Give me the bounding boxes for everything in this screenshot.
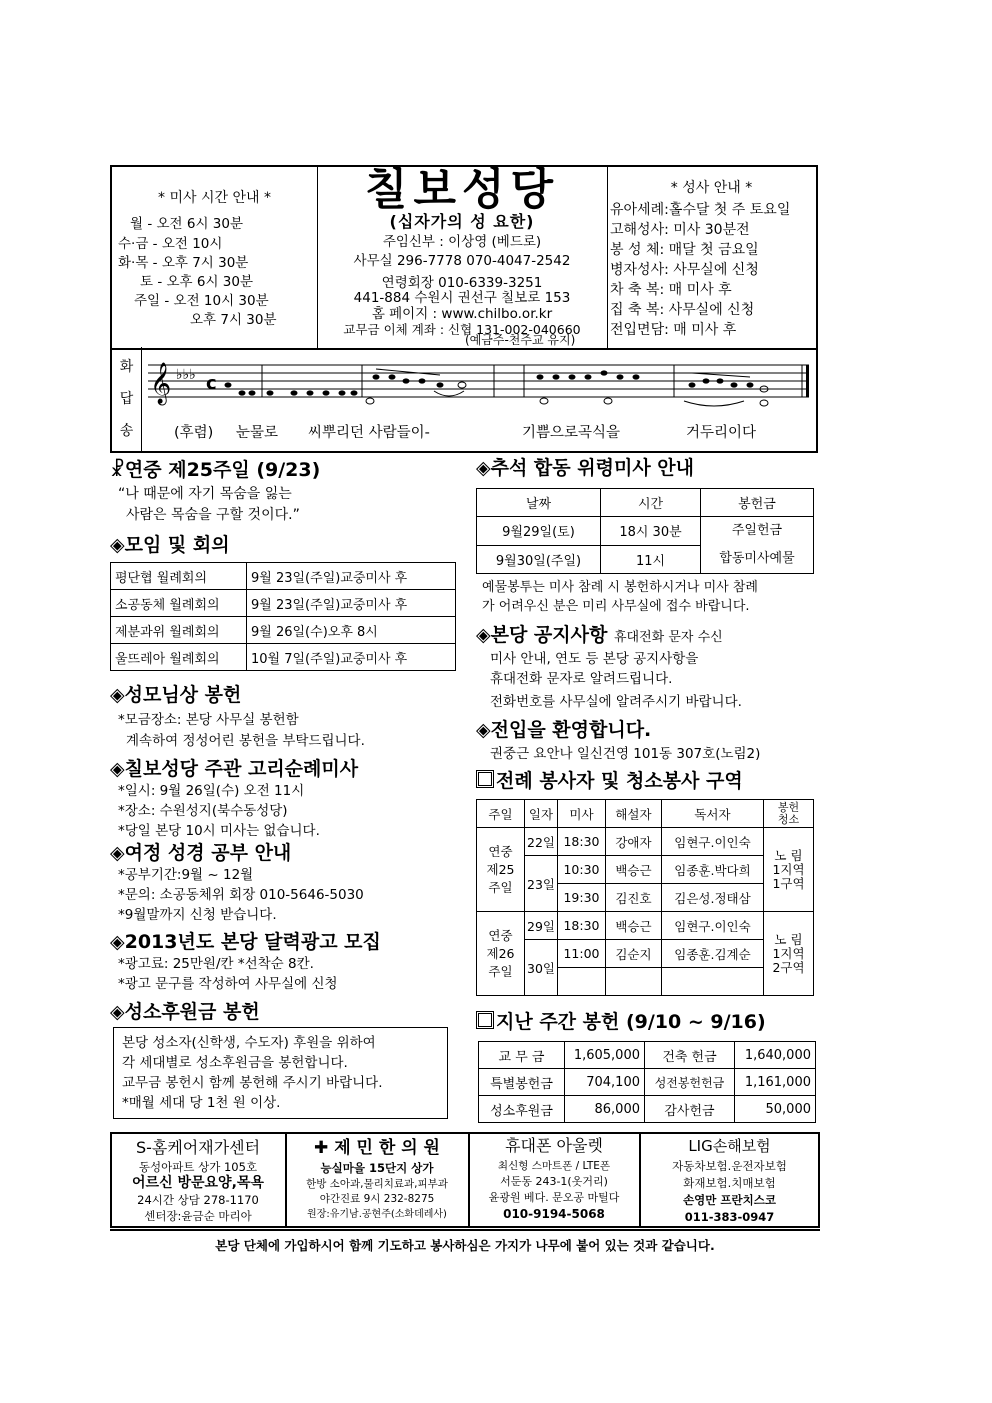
notice-title-text: ◈본당 공지사항	[476, 624, 608, 646]
service-reader	[661, 968, 763, 996]
chuseok-date: 9월30일(주일)	[477, 545, 601, 574]
service-cleaning: 노 림 1지역 1구역	[763, 828, 813, 912]
chuseok-date: 9월29일(토)	[477, 517, 601, 546]
ad-line: 야간진료 9시 232-8275	[319, 1193, 435, 1205]
service-table	[476, 799, 814, 996]
service-reader: 임종훈.박다희	[661, 856, 763, 884]
psalm-label-char: 화	[119, 359, 134, 375]
footer-rule	[110, 1229, 820, 1231]
meeting-time: 9월 23일(주일)교중미사 후	[247, 563, 456, 590]
svg-text:♭♭♭: ♭♭♭	[176, 367, 196, 383]
col-header: 독서자	[661, 800, 763, 828]
welcome-title: ◈전입을 환영합니다.	[476, 719, 652, 741]
offering-table	[478, 1041, 816, 1123]
chuseok-note: 가 어려우신 분은 미리 사무실에 접수 바랍니다.	[482, 599, 750, 614]
svg-text:c: c	[206, 373, 217, 394]
table-row	[479, 1042, 816, 1069]
service-cleaning: 노 림 1지역 2구역	[763, 912, 813, 996]
service-mass: 18:30	[557, 912, 605, 940]
psalm-label	[112, 347, 142, 451]
service-commentator: 김순지	[605, 940, 661, 968]
ad-title: 휴대폰 아울렛	[505, 1136, 603, 1155]
service-mass: 19:30	[557, 884, 605, 912]
council-tel: 연령회장 010-6339-3251	[381, 275, 543, 291]
psalm-lyric: (후렴)	[174, 425, 214, 441]
ad-clinic	[287, 1134, 467, 1226]
sacrament-3: 병자성사: 사무실에 신청	[610, 262, 759, 278]
mass-time-1: 수·금 - 오전 10시	[118, 236, 223, 252]
psalm-lyric: 씨뿌리던 사람들이-	[308, 425, 430, 441]
notice-line: 휴대전화 문자로 알려드립니다.	[490, 671, 673, 687]
ad-title: LIG손해보험	[688, 1137, 771, 1155]
offering-label: 건축 헌금	[645, 1042, 735, 1069]
pilgrimage-line: *일시: 9월 26일(수) 오전 11시	[118, 783, 305, 799]
vocation-line: 각 세대별로 성소후원금을 봉헌합니다.	[122, 1055, 348, 1071]
service-day: 29일	[525, 912, 558, 940]
service-day: 30일	[525, 940, 558, 996]
service-mass: 11:00	[557, 940, 605, 968]
mass-time-2: 화·목 - 오후 7시 30분	[118, 255, 249, 271]
bible-study-title: ◈여정 성경 공부 안내	[110, 842, 292, 864]
service-reader: 임현구.이인숙	[661, 912, 763, 940]
col-header: 날짜	[477, 489, 601, 517]
address: 441-884 수원시 권선구 칠보로 153	[353, 290, 571, 306]
service-reader: 임현구.이인숙	[661, 828, 763, 856]
col-header: 주일	[477, 800, 525, 828]
offering-amount: 1,161,000	[735, 1069, 816, 1096]
ad-line: 센터장:윤금순 마리아	[144, 1209, 252, 1223]
parish-name: 칠보성당	[364, 164, 559, 215]
offering-label: 교 무 금	[479, 1042, 565, 1069]
footer-text: 본당 단체에 가입하시어 함께 기도하고 봉사하심은 가지가 나무에 붙어 있는 것과 같습니다.	[215, 1238, 715, 1253]
service-commentator: 백승근	[605, 856, 661, 884]
col-header: 봉헌 청소	[763, 800, 813, 828]
meeting-time: 10월 7일(주일)교중미사 후	[247, 644, 456, 671]
account: 교무금 이체 계좌 : 신협 131-002-040660	[343, 322, 581, 337]
meetings-title: ◈모임 및 회의	[110, 534, 230, 556]
ad-insurance	[641, 1134, 818, 1226]
ad-line: 능실마을 15단지 상가	[320, 1161, 434, 1175]
offering-amount: 1,605,000	[565, 1042, 645, 1069]
bible-study-line: *문의: 소공동체위 회장 010-5646-5030	[118, 887, 364, 903]
sacrament-2: 봉 성 체: 매달 첫 금요일	[610, 242, 759, 258]
vocation-line: 본당 성소자(신학생, 수도자) 후원을 위하여	[122, 1035, 376, 1051]
table-row	[479, 1096, 816, 1123]
offering-amount: 86,000	[565, 1096, 645, 1123]
meeting-name: 소공동체 월례회의	[111, 590, 247, 617]
ad-line: 윤광원 베다. 문오공 마틸다	[488, 1191, 620, 1204]
ad-line: 서둔동 243-1(옷거리)	[500, 1175, 608, 1188]
service-commentator: 강애자	[605, 828, 661, 856]
table-row	[479, 1069, 816, 1096]
chuseok-title: ◈추석 합동 위령미사 안내	[476, 457, 694, 479]
notice-subtitle: 휴대전화 문자 수신	[613, 630, 723, 645]
offering-title	[476, 1009, 766, 1035]
music-score-icon	[144, 351, 816, 421]
sacrament-6: 전입면담: 매 미사 후	[610, 322, 737, 338]
ad-line: 어르신 방문요양,목욕	[132, 1175, 264, 1191]
ad-title	[287, 1136, 467, 1160]
table-row	[111, 644, 456, 671]
ad-line: 원장:유기남.공현주(소화데레사)	[307, 1209, 447, 1220]
vocation-line: *매월 세대 당 1천 원 이상.	[122, 1095, 281, 1111]
header-box	[110, 165, 818, 350]
mass-time-0: 월 - 오전 6시 30분	[130, 216, 244, 232]
chi-rho-icon: ☧	[110, 459, 125, 481]
mass-time-4: 주일 - 오전 10시 30분	[134, 293, 269, 309]
vocation-box	[113, 1027, 448, 1119]
chuseok-note: 예물봉투는 미사 참례 시 봉헌하시거나 미사 참례	[482, 580, 758, 595]
sacraments-title: * 성사 안내 *	[670, 180, 753, 196]
chuseok-offering	[701, 517, 814, 574]
service-commentator: 백승근	[605, 912, 661, 940]
pilgrimage-line: *당일 본당 10시 미사는 없습니다.	[118, 823, 320, 839]
table-row	[111, 563, 456, 590]
service-week: 연중 제25 주일	[477, 828, 525, 912]
offering-amount: 1,640,000	[735, 1042, 816, 1069]
svg-text:𝄞: 𝄞	[150, 363, 172, 404]
meeting-time: 9월 26일(수)오후 8시	[247, 617, 456, 644]
chuseok-offering-line: 합동미사예물	[719, 551, 795, 566]
offering-label: 감사헌금	[645, 1096, 735, 1123]
offering-label: 성전봉헌헌금	[645, 1069, 735, 1096]
service-title	[476, 768, 743, 794]
notice-line: 전화번호를 사무실에 알려주시기 바랍니다.	[490, 694, 742, 710]
service-mass: 18:30	[557, 828, 605, 856]
service-day: 23일	[525, 856, 558, 912]
offering-amount: 704,100	[565, 1069, 645, 1096]
gospel-quote-line: 사람은 목숨을 구할 것이다.”	[126, 507, 300, 523]
bible-study-line: *공부기간:9월 ~ 12월	[118, 867, 254, 883]
offering-amount: 50,000	[735, 1096, 816, 1123]
cross-icon: ✚	[314, 1138, 329, 1158]
marian-line: *모금장소: 본당 사무실 봉헌함	[118, 712, 299, 728]
account-note: (예금주-천주교 유지)	[465, 333, 576, 347]
ad-phone	[470, 1134, 638, 1226]
table-row	[477, 856, 814, 884]
vocation-line: 교무금 봉헌시 함께 봉헌해 주시기 바랍니다.	[122, 1075, 383, 1091]
service-commentator: 김진호	[605, 884, 661, 912]
chuseok-time: 11시	[601, 545, 701, 574]
sacrament-4: 차 축 복: 매 미사 후	[610, 282, 732, 298]
sunday-title	[110, 457, 320, 483]
vocation-title: ◈성소후원금 봉헌	[110, 1001, 260, 1023]
notice-line: 미사 안내, 연도 등 본당 공지사항을	[490, 651, 699, 667]
col-header: 봉헌금	[701, 489, 814, 517]
sacrament-0: 유아세례:홀수달 첫 주 토요일	[610, 202, 791, 218]
service-day: 22일	[525, 828, 558, 856]
table-row	[477, 912, 814, 940]
homepage: 홈 페이지 : www.chilbo.or.kr	[371, 306, 553, 322]
marian-title: ◈성모님상 봉헌	[110, 684, 242, 706]
mass-time-5: 오후 7시 30분	[190, 312, 277, 328]
chuseok-time: 18시 30분	[601, 517, 701, 546]
box-icon	[476, 770, 494, 788]
ad-line: 동성아파트 상가 105호	[138, 1160, 258, 1174]
table-row	[477, 489, 814, 517]
ad-line: 최신형 스마트폰 / LTE폰	[497, 1160, 611, 1172]
psalm-lyric: 눈물로	[236, 425, 279, 441]
ad-line: 자동차보험.운전자보험	[672, 1159, 787, 1173]
mass-times-panel	[112, 167, 318, 348]
pilgrimage-line: *장소: 수원성지(북수동성당)	[118, 803, 288, 819]
parish-info-panel	[317, 164, 608, 348]
service-title-text: 전례 봉사자 및 청소봉사 구역	[496, 770, 743, 792]
ad-title-text: 제 민 한 의 원	[334, 1138, 440, 1158]
sacraments-panel	[607, 167, 816, 348]
ad-homecare	[112, 1134, 284, 1226]
ad-line: 손영만 프란치스코	[683, 1193, 776, 1207]
sunday-title-text: 연중 제25주일 (9/23)	[124, 459, 321, 481]
calendar-ad-title: ◈2013년도 본당 달력광고 모집	[110, 931, 381, 953]
service-commentator	[605, 968, 661, 996]
ad-line: 화재보험.치매보험	[683, 1176, 776, 1190]
table-row	[111, 617, 456, 644]
col-header: 일자	[525, 800, 558, 828]
meeting-name: 평단협 월례회의	[111, 563, 247, 590]
offering-label: 특별봉헌금	[479, 1069, 565, 1096]
service-week: 연중 제26 주일	[477, 912, 525, 996]
service-mass	[557, 968, 605, 996]
service-reader: 김은성.정태삼	[661, 884, 763, 912]
table-row	[477, 940, 814, 968]
sacrament-5: 집 축 복: 사무실에 신청	[610, 302, 755, 318]
psalm-lyric: 거두리이다	[686, 425, 757, 441]
ads-box	[110, 1132, 820, 1228]
meeting-name: 울뜨레아 월례회의	[111, 644, 247, 671]
calendar-ad-line: *광고 문구를 작성하여 사무실에 신청	[118, 976, 338, 992]
box-icon	[476, 1011, 494, 1029]
col-header: 시간	[601, 489, 701, 517]
chuseok-offering-line: 주일헌금	[731, 523, 783, 538]
table-row	[111, 590, 456, 617]
office-tel: 사무실 296-7778 070-4047-2542	[353, 253, 571, 269]
marian-line: 계속하여 정성어린 봉헌을 부탁드립니다.	[126, 733, 365, 749]
ad-title: S-홈케어재가센터	[135, 1138, 261, 1157]
ad-line: 010-9194-5068	[503, 1207, 605, 1221]
responsorial-psalm-box	[110, 347, 818, 453]
pilgrimage-title: ◈칠보성당 주관 고리순례미사	[110, 758, 359, 780]
notice-title	[476, 622, 723, 651]
ad-line: 011-383-0947	[684, 1210, 775, 1224]
pastor: 주임신부 : 이상영 (베드로)	[382, 234, 542, 250]
parish-subtitle: (십자가의 성 요한)	[389, 212, 535, 231]
psalm-label-char: 송	[119, 423, 134, 439]
table-row	[477, 517, 814, 546]
welcome-text: 권중근 요안나 일신건영 101동 307호(노림2)	[490, 746, 761, 762]
table-row	[477, 828, 814, 856]
sacrament-1: 고해성사: 미사 30분전	[610, 222, 750, 238]
ad-line: 24시간 상담 278-1170	[137, 1193, 259, 1207]
col-header: 해설자	[605, 800, 661, 828]
mass-time-3: 토 - 오후 6시 30분	[140, 274, 254, 290]
offering-label: 성소후원금	[479, 1096, 565, 1123]
ad-line: 한방 소아과,물리치료과,피부과	[306, 1178, 448, 1190]
bible-study-line: *9월말까지 신청 받습니다.	[118, 907, 277, 923]
psalm-label-char: 답	[119, 391, 134, 407]
calendar-ad-line: *광고료: 25만원/칸 *선착순 8칸.	[118, 956, 314, 972]
psalm-lyric: 기쁨으로곡식을	[522, 425, 621, 441]
service-mass: 10:30	[557, 856, 605, 884]
meeting-time: 9월 23일(주일)교중미사 후	[247, 590, 456, 617]
gospel-quote-line: “나 때문에 자기 목숨을 잃는	[118, 486, 292, 502]
mass-times-title: * 미사 시간 안내 *	[158, 190, 271, 206]
table-row	[477, 800, 814, 828]
service-reader: 임종훈.김계순	[661, 940, 763, 968]
chuseok-table	[476, 488, 814, 574]
meetings-table	[110, 562, 456, 671]
offering-title-text: 지난 주간 봉헌 (9/10 ~ 9/16)	[496, 1011, 766, 1033]
col-header: 미사	[557, 800, 605, 828]
meeting-name: 제분과위 월례회의	[111, 617, 247, 644]
